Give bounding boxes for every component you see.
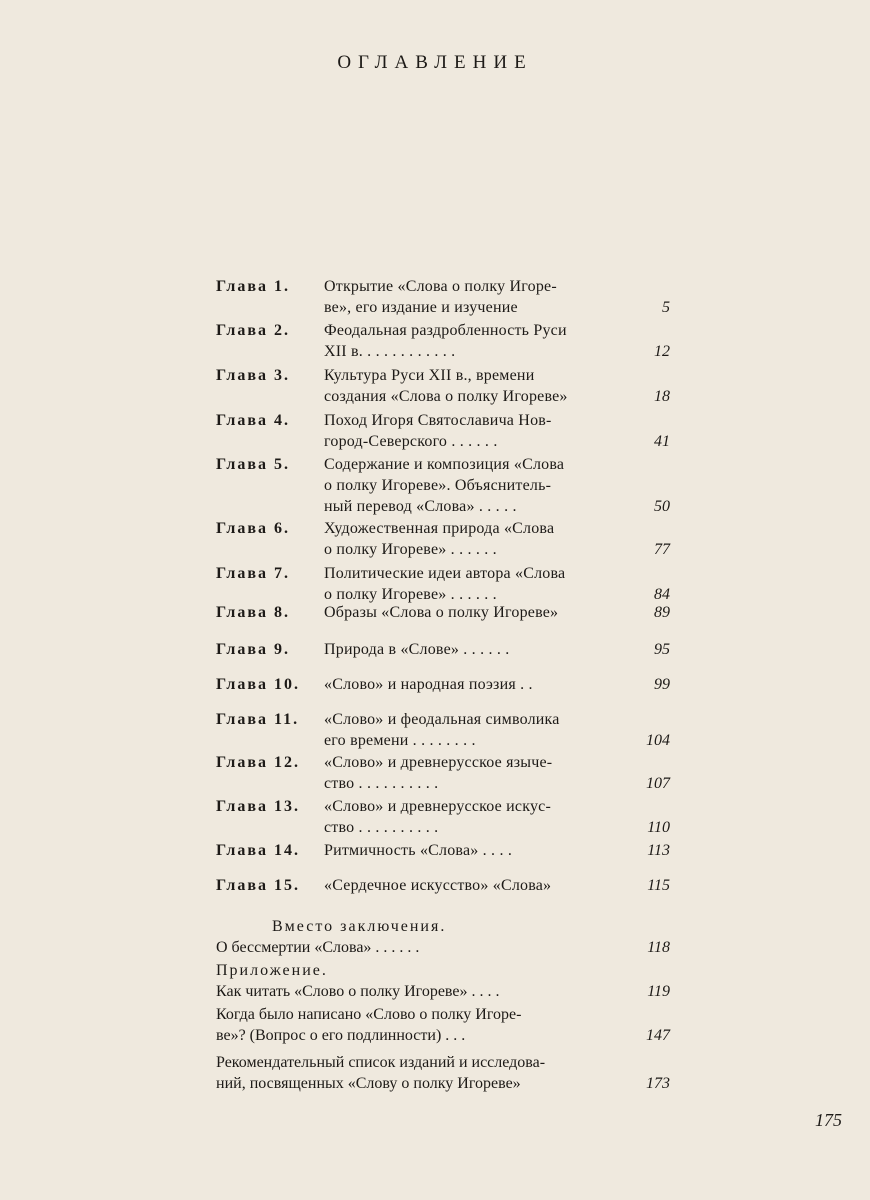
chapter-title-line: ный перевод «Слова» . . . . . — [324, 498, 517, 515]
chapter-title — [324, 410, 614, 452]
appendix-title: Как читать «Слово о полку Игореве» . . . . — [216, 983, 500, 1000]
page-title: ОГЛАВЛЕНИЕ — [337, 52, 533, 73]
page-number: 107 — [646, 775, 670, 792]
appendix-heading: Приложение. — [216, 962, 328, 979]
chapter-title-line: Поход Игоря Святославича Нов- — [324, 412, 552, 429]
chapter-title-line: «Сердечное искусство» «Слова» — [324, 877, 552, 894]
conclusion-heading: Вместо заключения. — [272, 918, 447, 935]
chapter-title — [324, 320, 614, 362]
chapter-title-line: Природа в «Слове» . . . . . . — [324, 641, 510, 658]
chapter-title — [324, 276, 614, 318]
chapter-label: Глава 8. — [216, 604, 290, 621]
page-number: 77 — [654, 541, 670, 558]
toc-bibliography[interactable] — [216, 1052, 676, 1094]
chapter-title — [324, 674, 614, 695]
page-number: 115 — [647, 877, 670, 894]
bibliography-title-line: Рекомендательный список изданий и исследова- — [216, 1054, 546, 1071]
page-number: 119 — [647, 983, 670, 1000]
chapter-title-line: Культура Руси XII в., времени — [324, 367, 535, 384]
chapter-title-line: «Слово» и феодальная символика — [324, 711, 560, 728]
toc-appendix[interactable] — [216, 960, 676, 1002]
chapter-title — [324, 563, 614, 605]
chapter-title — [324, 602, 614, 623]
chapter-title-line: Открытие «Слова о полку Игоре- — [324, 278, 557, 295]
page-number: 99 — [654, 676, 670, 693]
page-number: 18 — [654, 388, 670, 405]
chapter-label: Глава 7. — [216, 565, 290, 582]
toc-conclusion[interactable] — [216, 916, 676, 958]
page-number: 173 — [646, 1075, 670, 1092]
page-number: 95 — [654, 641, 670, 658]
chapter-title-line: Феодальная раздробленность Руси — [324, 322, 567, 339]
chapter-label: Глава 4. — [216, 412, 290, 429]
chapter-title-line: ство . . . . . . . . . . — [324, 819, 439, 836]
chapter-title-line: Ритмичность «Слова» . . . . — [324, 842, 513, 859]
chapter-title — [324, 454, 614, 517]
chapter-title-line: о полку Игореве». Объяснитель- — [324, 477, 552, 494]
chapter-title — [324, 875, 614, 896]
dating-title-line: Когда было написано «Слово о полку Игоре- — [216, 1006, 522, 1023]
page-number: 12 — [654, 343, 670, 360]
page-number: 50 — [654, 498, 670, 515]
chapter-label: Глава 14. — [216, 842, 300, 859]
chapter-title-line: город-Северского . . . . . . — [324, 433, 498, 450]
bibliography-title — [216, 1052, 606, 1094]
page-number: 84 — [654, 586, 670, 603]
chapter-title — [324, 796, 614, 838]
chapter-title-line: его времени . . . . . . . . — [324, 732, 476, 749]
chapter-label: Глава 10. — [216, 676, 300, 693]
chapter-title — [324, 752, 614, 794]
conclusion-title: О бессмертии «Слова» . . . . . . — [216, 939, 420, 956]
page-number: 113 — [647, 842, 670, 859]
chapter-title-line: Политические идеи автора «Слова — [324, 565, 566, 582]
chapter-title-line: создания «Слова о полку Игореве» — [324, 388, 568, 405]
chapter-label: Глава 2. — [216, 322, 290, 339]
chapter-title-line: XII в. . . . . . . . . . . . — [324, 343, 456, 360]
dating-title-line: ве»? (Вопрос о его подлинности) . . . — [216, 1027, 466, 1044]
chapter-title-line: о полку Игореве» . . . . . . — [324, 586, 497, 603]
chapter-title-line: о полку Игореве» . . . . . . — [324, 541, 497, 558]
chapter-label: Глава 3. — [216, 367, 290, 384]
chapter-title-line: Образы «Слова о полку Игореве» — [324, 604, 559, 621]
chapter-title-line: «Слово» и древнерусское языче- — [324, 754, 553, 771]
page-number: 41 — [654, 433, 670, 450]
page-number: 104 — [646, 732, 670, 749]
chapter-title — [324, 639, 614, 660]
folio-page-number: 175 — [815, 1110, 842, 1130]
chapter-label: Глава 1. — [216, 278, 290, 295]
chapter-label: Глава 11. — [216, 711, 300, 728]
chapter-title-line: ство . . . . . . . . . . — [324, 775, 439, 792]
chapter-title — [324, 709, 614, 751]
toc-dating[interactable] — [216, 1004, 676, 1046]
chapter-title-line: «Слово» и древнерусское искус- — [324, 798, 552, 815]
chapter-label: Глава 5. — [216, 456, 290, 473]
page-number: 5 — [662, 299, 670, 316]
chapter-label: Глава 6. — [216, 520, 290, 537]
chapter-title-line: «Слово» и народная поэзия . . — [324, 676, 533, 693]
chapter-label: Глава 12. — [216, 754, 300, 771]
chapter-label: Глава 9. — [216, 641, 290, 658]
chapter-title-line: Содержание и композиция «Слова — [324, 456, 565, 473]
page-number: 147 — [646, 1027, 670, 1044]
chapter-title-line: Художественная природа «Слова — [324, 520, 555, 537]
chapter-label: Глава 15. — [216, 877, 300, 894]
chapter-title — [324, 365, 614, 407]
chapter-title — [324, 518, 614, 560]
dating-title — [216, 1004, 606, 1046]
chapter-label: Глава 13. — [216, 798, 300, 815]
chapter-title — [324, 840, 614, 861]
page-number: 118 — [647, 939, 670, 956]
page-number: 110 — [647, 819, 670, 836]
bibliography-title-line: ний, посвященных «Слову о полку Игореве» — [216, 1075, 521, 1092]
chapter-title-line: ве», его издание и изучение — [324, 299, 518, 316]
page-number: 89 — [654, 604, 670, 621]
